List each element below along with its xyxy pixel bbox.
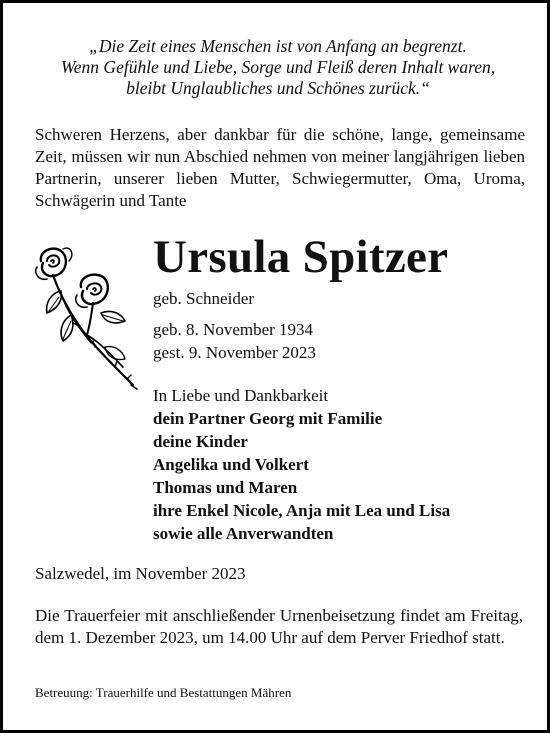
quote-line-1: „Die Zeit eines Menschen ist von Anfang an begrenzt. xyxy=(89,36,467,56)
funeral-info: Die Trauerfeier mit anschließender Urnenbeisetzung findet am Freitag, dem 1. Dezember 2023, um 14.00 Uhr auf dem Perver Friedhof statt. xyxy=(35,606,523,647)
maiden-name: geb. Schneider xyxy=(153,289,255,308)
mourner-line: sowie alle Anverwandten xyxy=(153,524,334,543)
mourner-line: Angelika und Volkert xyxy=(153,455,309,474)
quote-line-3: bleibt Unglaubliches und Schönes zurück.“ xyxy=(126,78,430,98)
mourner-line: deine Kinder xyxy=(153,432,248,451)
mourners-intro: In Liebe und Dankbarkeit xyxy=(153,386,329,405)
mourner-line: Thomas und Maren xyxy=(153,478,298,497)
place-date: Salzwedel, im November 2023 xyxy=(35,564,246,583)
intro-text: Schweren Herzens, aber dankbar für die schöne, lange, gemeinsame Zeit, müssen wir nun Abschied nehmen von meiner langjährigen lieben Partnerin, unserer lieben Mutter, Schwiegermutter, Oma, Uroma, Schwägerin und Tante xyxy=(35,125,525,210)
quote-line-2: Wenn Gefühle und Liebe, Sorge und Fleiß deren Inhalt waren, xyxy=(60,57,496,77)
birth-date: geb. 8. November 1934 xyxy=(153,320,314,339)
funeral-home-credit: Betreuung: Trauerhilfe und Bestattungen Mähren xyxy=(35,685,292,700)
mourner-line: ihre Enkel Nicole, Anja mit Lea und Lisa xyxy=(153,501,451,520)
death-date: gest. 9. November 2023 xyxy=(153,343,316,362)
quote xyxy=(15,36,541,99)
rose-icon xyxy=(31,243,143,393)
deceased-name: Ursula Spitzer xyxy=(153,231,449,283)
mourner-line: dein Partner Georg mit Familie xyxy=(153,409,383,428)
